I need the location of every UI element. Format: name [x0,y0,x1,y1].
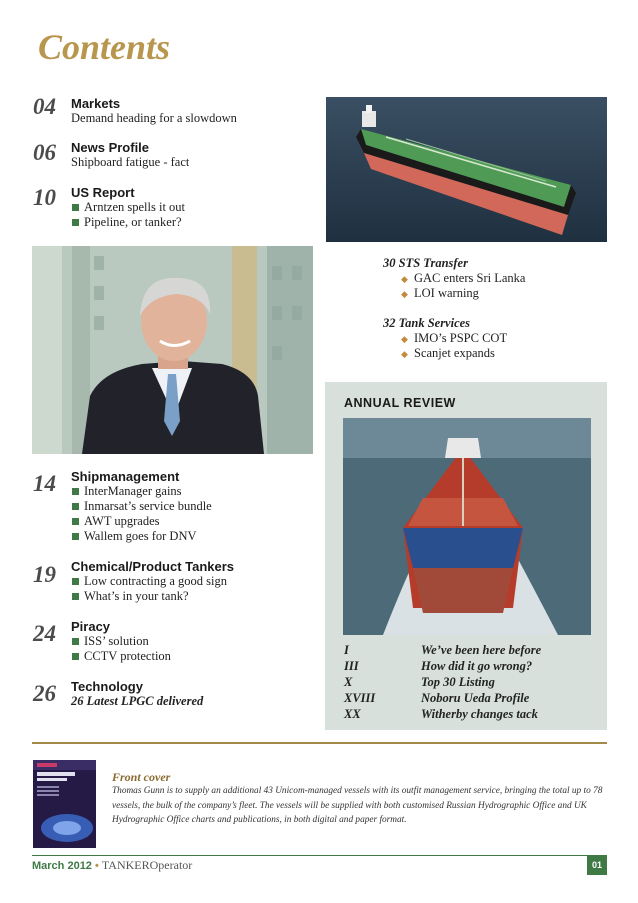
piracy-list [71,634,171,664]
tanker-photo-review [343,418,591,635]
footer-brand-b: Operator [149,858,193,872]
list-item[interactable]: AWT upgrades [71,514,212,529]
section-heading-sts-transfer[interactable]: 30 STS Transfer [383,256,468,270]
portrait-photo [32,246,313,454]
review-row-text: Witherby changes tack [421,707,538,721]
footer-brand[interactable] [102,858,192,872]
list-item[interactable]: What’s in your tank? [71,589,227,604]
section-heading-chemical-product-tankers[interactable]: Chemical/Product Tankers [71,559,235,574]
section-heading-tank-services[interactable]: 32 Tank Services [383,316,471,330]
list-item[interactable]: ◆ LOI warning [401,286,525,301]
footer-date: March 2012 [32,860,92,872]
list-item[interactable]: ISS’ solution [71,634,171,649]
tank-services-list [401,331,507,361]
footer-rule [32,855,607,856]
review-row-text: Top 30 Listing [421,675,495,689]
sts-transfer-list [401,271,525,301]
section-divider [32,742,607,744]
review-row-text: How did it go wrong? [421,659,533,673]
footer-brand-a: TANKER [101,858,150,872]
page-number: 01 [587,855,607,875]
section-heading-technology[interactable]: Technology [71,679,143,694]
list-item[interactable]: Wallem goes for DNV [71,529,212,544]
list-item[interactable]: ◆ IMO’s PSPC COT [401,331,507,346]
review-row[interactable] [344,707,538,722]
us-report-list [71,200,185,230]
section-number: 19 [33,562,56,587]
footer [32,858,192,873]
review-row[interactable] [344,643,541,658]
review-row-num: III [344,659,359,673]
list-item[interactable]: Low contracting a good sign [71,574,227,589]
list-item[interactable]: InterManager gains [71,484,212,499]
section-number: 24 [33,621,56,646]
annual-review-title: ANNUAL REVIEW [344,396,456,410]
list-item[interactable]: Arntzen spells it out [71,200,185,215]
review-row-num: X [344,675,353,689]
front-cover-thumbnail[interactable] [33,760,96,848]
footer-bullet: • [95,860,99,872]
review-row-num: XVIII [344,691,376,705]
list-item[interactable]: CCTV protection [71,649,171,664]
section-number: 26 [33,681,56,706]
section-heading-piracy[interactable]: Piracy [71,619,111,634]
review-row-num: XX [344,707,361,721]
section-subtitle: 26 Latest LPGC delivered [71,694,204,708]
review-row-text: We’ve been here before [421,643,542,657]
list-item[interactable]: ◆ GAC enters Sri Lanka [401,271,525,286]
review-row-num: I [344,643,349,657]
chemical-tankers-list [71,574,227,604]
section-heading-shipmanagement[interactable]: Shipmanagement [71,469,180,484]
shipmanagement-list [71,484,212,544]
review-row[interactable] [344,691,529,706]
section-subtitle: Demand heading for a slowdown [71,111,237,125]
review-row-text: Noboru Ueda Profile [421,691,530,705]
section-number: 06 [33,140,56,165]
review-row[interactable] [344,659,532,674]
section-subtitle: Shipboard fatigue - fact [71,155,190,169]
section-heading-us-report[interactable]: US Report [71,185,135,200]
front-cover-label: Front cover [112,770,171,784]
page-title: Contents [38,27,171,67]
tanker-photo-top [326,97,607,242]
section-number: 10 [33,185,56,210]
section-heading-markets[interactable]: Markets [71,96,121,111]
list-item[interactable]: Inmarsat’s service bundle [71,499,212,514]
section-number: 14 [33,471,56,496]
review-row[interactable] [344,675,495,690]
list-item[interactable]: ◆ Scanjet expands [401,346,507,361]
front-cover-text: Thomas Gunn is to supply an additional 43 Unicom-managed vessels with its outfit management service, bringing the total up to 78 vessels, the bulk of the company’s fleet. The vessels will be supplied with both customised Russian Hydrographic Office and UK Hydrographic Office charts and publications, in both digital and paper format. [112,786,603,825]
list-item[interactable]: Pipeline, or tanker? [71,215,185,230]
section-number: 04 [33,94,56,119]
section-heading-news-profile[interactable]: News Profile [71,140,150,155]
